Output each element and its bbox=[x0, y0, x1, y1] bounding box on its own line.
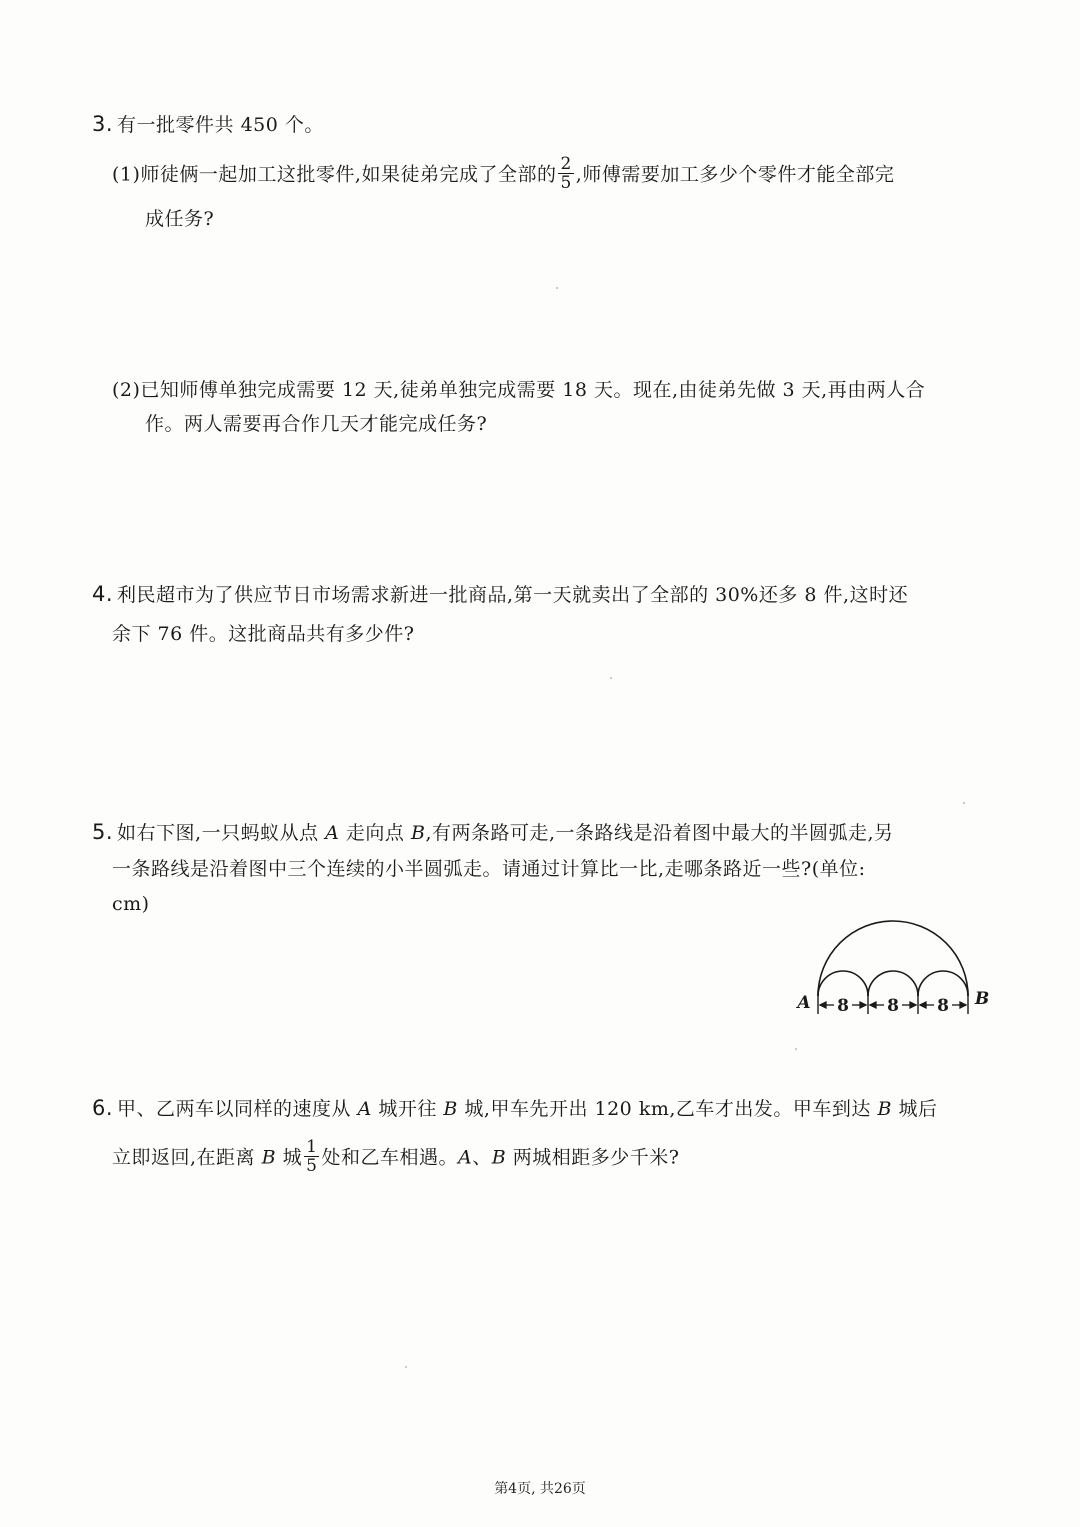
q6-text-2a: 立即返回,在距离 bbox=[112, 1146, 262, 1169]
q4-line1 bbox=[92, 580, 908, 609]
q3-part1-line1 bbox=[112, 154, 895, 194]
q3-part1-frac-num: 2 bbox=[560, 154, 572, 174]
q5-text-1c: ,有两条路可走,一条路线是沿着图中最大的半圆弧走,另 bbox=[425, 822, 894, 844]
semicircle-diagram-svg bbox=[790, 918, 990, 1018]
q5-line3 bbox=[112, 890, 150, 918]
q6-text-1c: 城,甲车先开出 120 km,乙车才出发。甲车到达 bbox=[457, 1098, 878, 1120]
scan-speck bbox=[795, 1048, 797, 1050]
diagram-label-b: B bbox=[974, 989, 990, 1009]
q6-frac-num: 1 bbox=[306, 1137, 318, 1157]
q3-stem bbox=[92, 110, 324, 139]
q3-part2-line1 bbox=[112, 376, 925, 404]
q6-line1 bbox=[92, 1094, 937, 1123]
q6-city-b3: B bbox=[261, 1146, 277, 1169]
q6-text-1b: 城开往 bbox=[371, 1098, 444, 1120]
q5-point-a: A bbox=[325, 822, 340, 844]
q3-part1-line2 bbox=[145, 205, 214, 233]
q3-stem-text: 有一批零件共 450 个。 bbox=[117, 114, 324, 136]
q5-line2 bbox=[112, 855, 866, 883]
q3-part1-label: (1) bbox=[112, 163, 141, 186]
q3-part2-text-b: 作。两人需要再合作几天才能完成任务? bbox=[145, 413, 488, 435]
small-semicircle-arc-3 bbox=[918, 971, 968, 996]
page-footer: 第4页, 共26页 bbox=[494, 1481, 586, 1497]
q3-part2-label: (2) bbox=[112, 379, 141, 401]
q6-text-1d: 城后 bbox=[891, 1098, 938, 1120]
q6-text-2c: 处和乙车相遇。 bbox=[321, 1146, 458, 1169]
q6-city-b: B bbox=[443, 1098, 458, 1120]
q6-text-2b: 城 bbox=[276, 1146, 303, 1169]
semicircle-diagram bbox=[790, 918, 990, 1018]
q6-city-b4: B bbox=[491, 1146, 507, 1169]
q6-frac-den: 5 bbox=[306, 1156, 318, 1176]
q6-city-a2: A bbox=[457, 1146, 473, 1169]
q5-text-1a: 如右下图,一只蚂蚁从点 bbox=[117, 822, 326, 844]
q3-part1-text-a: 师徒俩一起加工这批零件,如果徒弟完成了全部的 bbox=[140, 163, 557, 186]
segment-label-2: 8 bbox=[887, 996, 899, 1016]
q4-text-line2: 余下 76 件。这批商品共有多少件? bbox=[112, 623, 415, 645]
q6-text-2d: 、 bbox=[472, 1146, 492, 1169]
q3-part1-text-c: 成任务? bbox=[145, 208, 215, 230]
q5-point-b: B bbox=[410, 822, 426, 844]
q6-line2 bbox=[112, 1137, 680, 1177]
diagram-label-a: A bbox=[797, 993, 811, 1013]
q5-line1 bbox=[92, 818, 894, 847]
q5-text-line3: cm) bbox=[112, 893, 150, 915]
q6-text-2e: 两城相距多少千米? bbox=[506, 1146, 680, 1169]
q6-text-1a: 甲、乙两车以同样的速度从 bbox=[117, 1098, 358, 1120]
q5-text-1b: 走向点 bbox=[339, 822, 411, 844]
q4-text-line1: 利民超市为了供应节日市场需求新进一批商品,第一天就卖出了全部的 30%还多 8 件,这时还 bbox=[117, 584, 909, 606]
segment-label-3: 8 bbox=[937, 996, 949, 1016]
q3-part2-line2 bbox=[145, 410, 487, 438]
q6-city-a: A bbox=[357, 1098, 372, 1120]
small-semicircle-arc-1 bbox=[818, 971, 868, 996]
small-semicircle-arc-2 bbox=[868, 971, 918, 996]
q5-number: 5. bbox=[92, 820, 114, 844]
q6-number: 6. bbox=[92, 1096, 114, 1120]
q6-city-b2: B bbox=[877, 1098, 892, 1120]
q3-part1-text-b: ,师傅需要加工多少个零件才能全部完 bbox=[575, 163, 895, 186]
large-semicircle-arc bbox=[818, 921, 968, 996]
q4-line2 bbox=[112, 620, 414, 648]
scan-speck bbox=[963, 802, 965, 804]
q3-part1-fraction bbox=[558, 155, 573, 192]
q5-text-line2: 一条路线是沿着图中三个连续的小半圆弧走。请通过计算比一比,走哪条路近一些?(单位: bbox=[112, 858, 866, 880]
scan-speck bbox=[556, 287, 558, 289]
q3-number: 3. bbox=[92, 112, 114, 136]
scan-speck bbox=[405, 1366, 407, 1368]
q6-fraction bbox=[304, 1138, 319, 1175]
segment-label-1: 8 bbox=[837, 996, 849, 1016]
q3-part2-text-a: 已知师傅单独完成需要 12 天,徒弟单独完成需要 18 天。现在,由徒弟先做 3 天,再由两人合 bbox=[140, 379, 926, 401]
q3-part1-frac-den: 5 bbox=[560, 173, 572, 193]
scan-speck bbox=[610, 677, 612, 679]
q4-number: 4. bbox=[92, 582, 114, 606]
